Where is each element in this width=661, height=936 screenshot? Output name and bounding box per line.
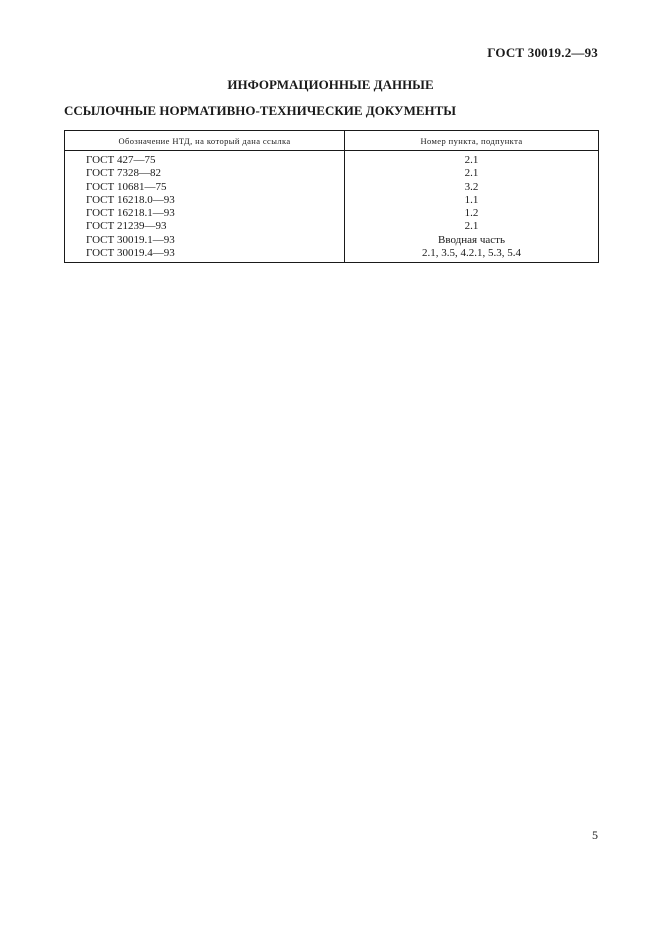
page-number: 5	[592, 828, 598, 842]
clause-cell: 1.1	[345, 194, 599, 207]
section-subtitle: ССЫЛОЧНЫЕ НОРМАТИВНО-ТЕХНИЧЕСКИЕ ДОКУМЕНТЫ	[64, 103, 457, 118]
document-cell: ГОСТ 427—75	[86, 154, 156, 166]
document-cell: ГОСТ 10681—75	[86, 180, 167, 193]
clause-cell: 2.1	[345, 220, 599, 233]
table-row	[65, 207, 599, 220]
clause-cell: 1.2	[345, 207, 599, 220]
document-cell: ГОСТ 16218.0—93	[86, 193, 175, 206]
table-row	[65, 194, 599, 207]
references-table	[64, 130, 599, 263]
clause-cell: 2.1, 3.5, 4.2.1, 5.3, 5.4	[345, 247, 599, 263]
document-cell: ГОСТ 7328—82	[86, 167, 161, 180]
document-cell: ГОСТ 30019.1—93	[86, 233, 175, 246]
table-row	[65, 167, 599, 180]
table-row	[65, 247, 599, 263]
table-row	[65, 220, 599, 233]
column-header-document: Обозначение НТД, на который дана ссылка	[65, 131, 345, 151]
document-code: ГОСТ 30019.2—93	[487, 45, 598, 60]
table-row	[65, 151, 599, 168]
clause-cell: 3.2	[345, 181, 599, 194]
table-row	[65, 234, 599, 247]
document-cell: ГОСТ 21239—93	[86, 220, 167, 233]
section-title: ИНФОРМАЦИОННЫЕ ДАННЫЕ	[227, 77, 434, 92]
document-cell: ГОСТ 30019.4—93	[86, 247, 175, 260]
table-header-row	[65, 131, 599, 151]
clause-cell: Вводная часть	[345, 234, 599, 247]
table-row	[65, 181, 599, 194]
column-header-clause: Номер пункта, подпункта	[345, 131, 599, 151]
document-cell: ГОСТ 16218.1—93	[86, 207, 175, 220]
clause-cell: 2.1	[345, 151, 599, 168]
clause-cell: 2.1	[345, 167, 599, 180]
